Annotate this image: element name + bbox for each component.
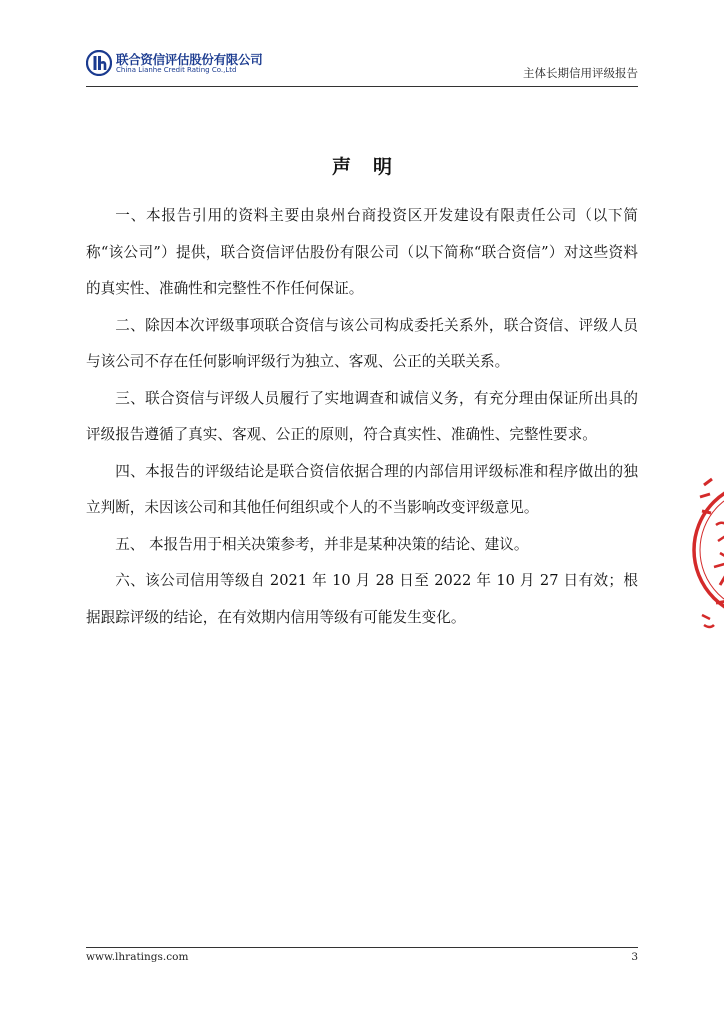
report-type: 主体长期信用评级报告 [523,66,638,80]
statement-body [86,198,638,636]
paragraph-3: 三、联合资信与评级人员履行了实地调查和诚信义务，有充分理由保证所出具的评级报告遵循了真实、客观、公正的原则，符合真实性、准确性、完整性要求。 [86,389,638,443]
page-number: 3 [631,951,638,963]
header-divider [86,86,638,87]
page-title: 声明 [331,156,414,178]
footer-divider [86,947,638,948]
paragraph-6: 六、该公司信用等级自 2021 年 10 月 28 日至 2022 年 10 月 27 日有效；根据跟踪评级的结论，在有效期内信用等级有可能发生变化。 [86,572,638,626]
paragraph-1: 一、本报告引用的资料主要由泉州台商投资区开发建设有限责任公司（以下简称“该公司”）提供，联合资信评估股份有限公司（以下简称“联合资信”）对这些资料的真实性、准确性和完整性不作任何保证。 [86,207,638,297]
paragraph-2: 二、除因本次评级事项联合资信与该公司构成委托关系外，联合资信、评级人员与该公司不存在任何影响评级行为独立、客观、公正的关联关系。 [86,316,638,370]
company-seal-stamp [690,455,724,645]
page-header [86,48,638,84]
company-name-cn: 联合资信评估股份有限公司 [116,52,263,67]
paragraph-5: 五、 本报告用于相关决策参考，并非是某种决策的结论、建议。 [115,535,529,553]
footer-url: www.lhratings.com [86,951,189,963]
company-name-en: China Lianhe Credit Rating Co.,Ltd [116,66,237,74]
paragraph-4: 四、本报告的评级结论是联合资信依据合理的内部信用评级标准和程序做出的独立判断，未因该公司和其他任何组织或个人的不当影响改变评级意见。 [86,462,638,516]
lianhe-logo-icon [86,50,112,76]
